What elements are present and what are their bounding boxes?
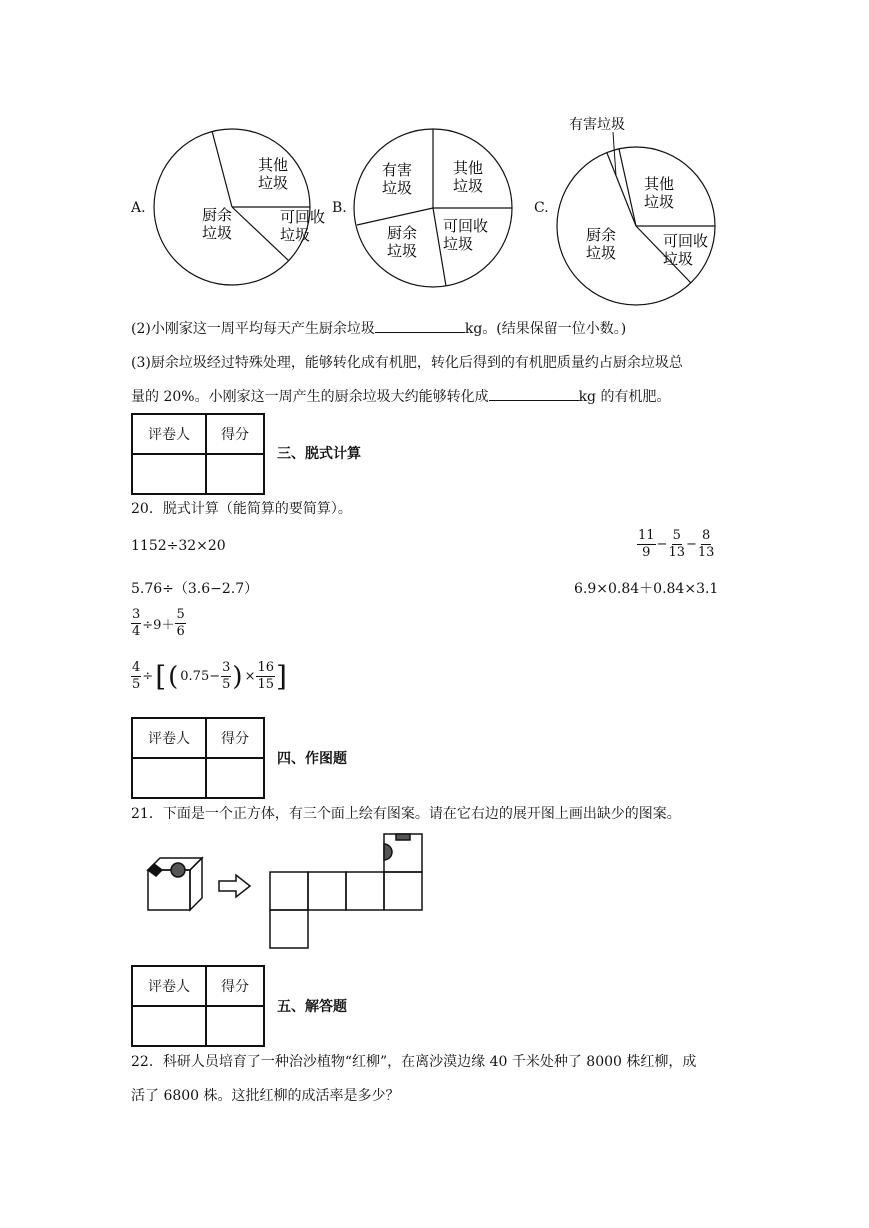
pie-b-label-kitchen: 厨余垃圾 (387, 224, 418, 260)
pie-chart-b (350, 128, 520, 290)
pie-a-label-kitchen: 厨余垃圾 (202, 206, 233, 242)
score-table-score-label: 得分 (206, 414, 264, 454)
score-table-4 (131, 717, 265, 799)
score-table-score-cell[interactable] (206, 454, 264, 494)
fraction: $\frac{8}{13}$ (697, 528, 715, 560)
pie-b-label-recyclable: 可回收垃圾 (443, 217, 489, 253)
pie-chart-c (555, 112, 725, 308)
q20-expr-1: 1152÷32×20 (131, 538, 226, 554)
fraction: $\frac{3}{5}$ (222, 660, 231, 692)
q20-expr-5: $\frac{3}{4}$ ÷9＋ $\frac{5}{6}$ (132, 607, 185, 639)
score-table-grader-label: 评卷人 (132, 718, 206, 758)
score-table-score-cell[interactable] (206, 1006, 264, 1046)
cube-icon (148, 858, 202, 910)
pie-b-label-other: 其他垃圾 (453, 159, 484, 195)
q20-expr-6: $\frac{4}{5}$ ÷ [ ( 0.75− $\frac{3}{5}$ ) × $\frac{16}{15}$ ] (132, 660, 287, 693)
pie-a-divider-1 (212, 131, 232, 207)
section-3-title: 三、脱式计算 (277, 446, 361, 462)
pie-a-label-other: 其他垃圾 (258, 156, 289, 192)
q22-line2: 活了 6800 株。这批红柳的成活率是多少？ (131, 1088, 400, 1104)
fraction: $\frac{16}{15}$ (257, 660, 275, 692)
pie-c-label-harmful: 有害垃圾 (569, 117, 625, 133)
q19-part3-answer-blank[interactable] (489, 386, 579, 401)
score-table-3 (131, 413, 265, 495)
pie-a-label-recyclable: 可回收垃圾 (280, 208, 326, 244)
pie-c-divider-1 (607, 153, 636, 226)
q20-expr-4: 6.9×0.84＋0.84×3.1 (574, 581, 719, 597)
q21-stem: 21．下面是一个正方体，有三个面上绘有图案。请在它右边的展开图上画出缺少的图案。 (131, 806, 681, 822)
pie-b-label-harmful: 有害垃圾 (382, 161, 413, 197)
q20-expr-3: 5.76÷（3.6−2.7） (131, 581, 259, 597)
score-table-grader-label: 评卷人 (132, 414, 206, 454)
q19-part3-text: 量的 20%。小刚家这一周产生的厨余垃圾大约能够转化成 (131, 389, 489, 405)
score-table-5 (131, 965, 265, 1047)
cube-net-figure (140, 830, 440, 955)
section-5-title: 五、解答题 (277, 999, 347, 1015)
pie-c-label-other: 其他垃圾 (644, 175, 675, 211)
q19-part2-answer-blank[interactable] (375, 318, 465, 333)
q20-stem: 20．脱式计算（能简算的要简算）。 (131, 501, 352, 517)
option-a-letter: A. (131, 200, 146, 216)
score-table-score-cell[interactable] (206, 758, 264, 798)
pie-c-divider-2 (619, 149, 636, 226)
score-table-score-label: 得分 (206, 718, 264, 758)
q19-part3-line2 (131, 386, 670, 406)
arrow-right-icon (219, 875, 250, 897)
score-table-grader-label: 评卷人 (132, 966, 206, 1006)
q19-part2-text: (2)小刚家这一周平均每天产生厨余垃圾 (131, 321, 375, 337)
option-c-letter: C. (534, 200, 549, 216)
q19-part2-unit: kg。(结果保留一位小数。) (464, 321, 627, 337)
fraction: $\frac{4}{5}$ (132, 660, 141, 692)
q19-part3-line1: (3)厨余垃圾经过特殊处理，能够转化成有机肥，转化后得到的有机肥质量约占厨余垃圾总 (131, 355, 683, 371)
pie-b-divider-4 (357, 208, 433, 225)
q19-part2 (131, 318, 626, 338)
pie-c-label-recyclable: 可回收垃圾 (663, 232, 709, 268)
q19-part3-unit: kg 的有机肥。 (578, 389, 671, 405)
score-table-grader-cell[interactable] (132, 1006, 206, 1046)
option-b-letter: B. (332, 200, 347, 216)
fraction: $\frac{11}{9}$ (638, 528, 655, 560)
score-table-grader-cell[interactable] (132, 758, 206, 798)
fraction: $\frac{3}{4}$ (132, 607, 141, 639)
fraction: $\frac{5}{13}$ (668, 528, 685, 560)
cube-net (270, 834, 422, 948)
q20-expr-2: $\frac{11}{9}$ − $\frac{5}{13}$ − $\frac{8}{13}$ (638, 528, 715, 560)
section-4-title: 四、作图题 (277, 751, 347, 767)
pie-c-label-kitchen: 厨余垃圾 (586, 226, 617, 262)
fraction: $\frac{5}{6}$ (176, 607, 185, 639)
q22-line1: 22．科研人员培育了一种治沙植物“红柳”，在离沙漠边缘 40 千米处种了 8000 株红柳，成 (131, 1054, 697, 1070)
pie-chart-a (150, 130, 326, 290)
score-table-grader-cell[interactable] (132, 454, 206, 494)
score-table-score-label: 得分 (206, 966, 264, 1006)
